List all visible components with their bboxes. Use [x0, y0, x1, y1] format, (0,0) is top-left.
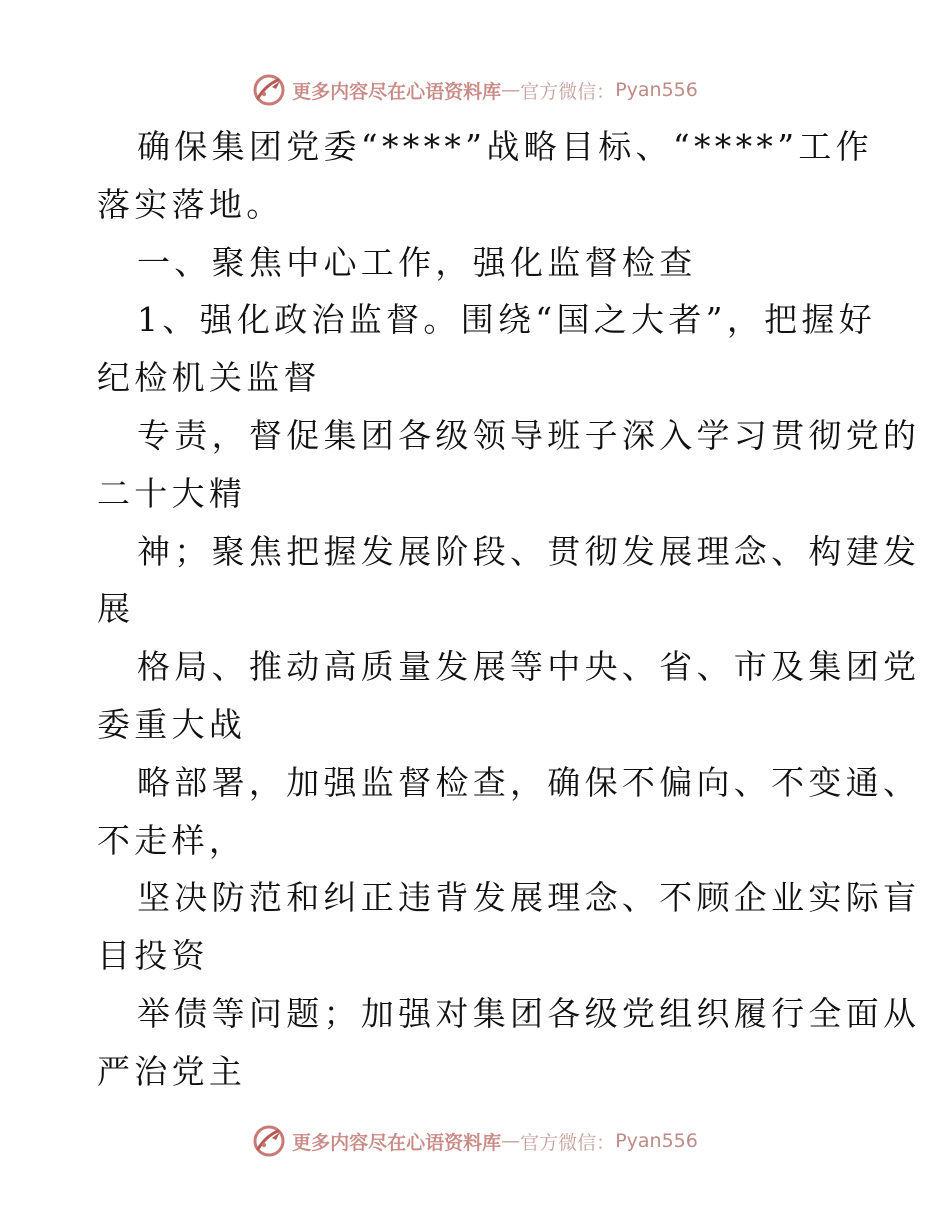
watermark-separator: — [501, 79, 521, 101]
text-line: 坚决防范和纠正违背发展理念、不顾企业实际盲 [137, 878, 921, 918]
text-line: 不走样， [97, 820, 247, 860]
document-body [97, 118, 921, 1101]
watermark-brand: 更多内容尽在心语资料库 [292, 1131, 502, 1154]
watermark-wechat-id: Pyan556 [615, 1130, 698, 1152]
brush-pen-logo-icon [252, 1124, 286, 1158]
header-watermark [0, 70, 950, 110]
text-line: 严治党主 [97, 1051, 247, 1091]
watermark-brand: 更多内容尽在心语资料库 [292, 80, 502, 103]
text-line: 专责，督促集团各级领导班子深入学习贯彻党的 [137, 415, 921, 455]
text-line: 二十大精 [97, 473, 247, 513]
text-line: 神；聚焦把握发展阶段、贯彻发展理念、构建发 [137, 531, 921, 571]
watermark-wechat-id: Pyan556 [615, 79, 698, 101]
section-heading: 一、聚焦中心工作，强化监督检查 [137, 242, 697, 282]
footer-watermark [0, 1121, 950, 1161]
text-line: 举债等问题；加强对集团各级党组织履行全面从 [137, 993, 921, 1033]
text-line: 委重大战 [97, 704, 247, 744]
watermark-official-label: 官方微信： [520, 80, 616, 103]
watermark-separator: — [501, 1130, 521, 1152]
text-line: 确保集团党委“****”战略目标、“****”工作 [137, 127, 873, 166]
text-line: 1、强化政治监督。围绕“国之大者”，把握好 [137, 300, 877, 340]
text-line: 目投资 [97, 936, 209, 976]
text-line: 格局、推动高质量发展等中央、省、市及集团党 [137, 647, 921, 687]
text-line: 纪检机关监督 [97, 358, 321, 398]
text-line: 落实落地。 [97, 184, 284, 224]
watermark-official-label: 官方微信： [520, 1131, 616, 1154]
text-line: 展 [97, 589, 135, 629]
brush-pen-logo-icon [252, 73, 286, 107]
text-line: 略部署，加强监督检查，确保不偏向、不变通、 [137, 762, 921, 802]
